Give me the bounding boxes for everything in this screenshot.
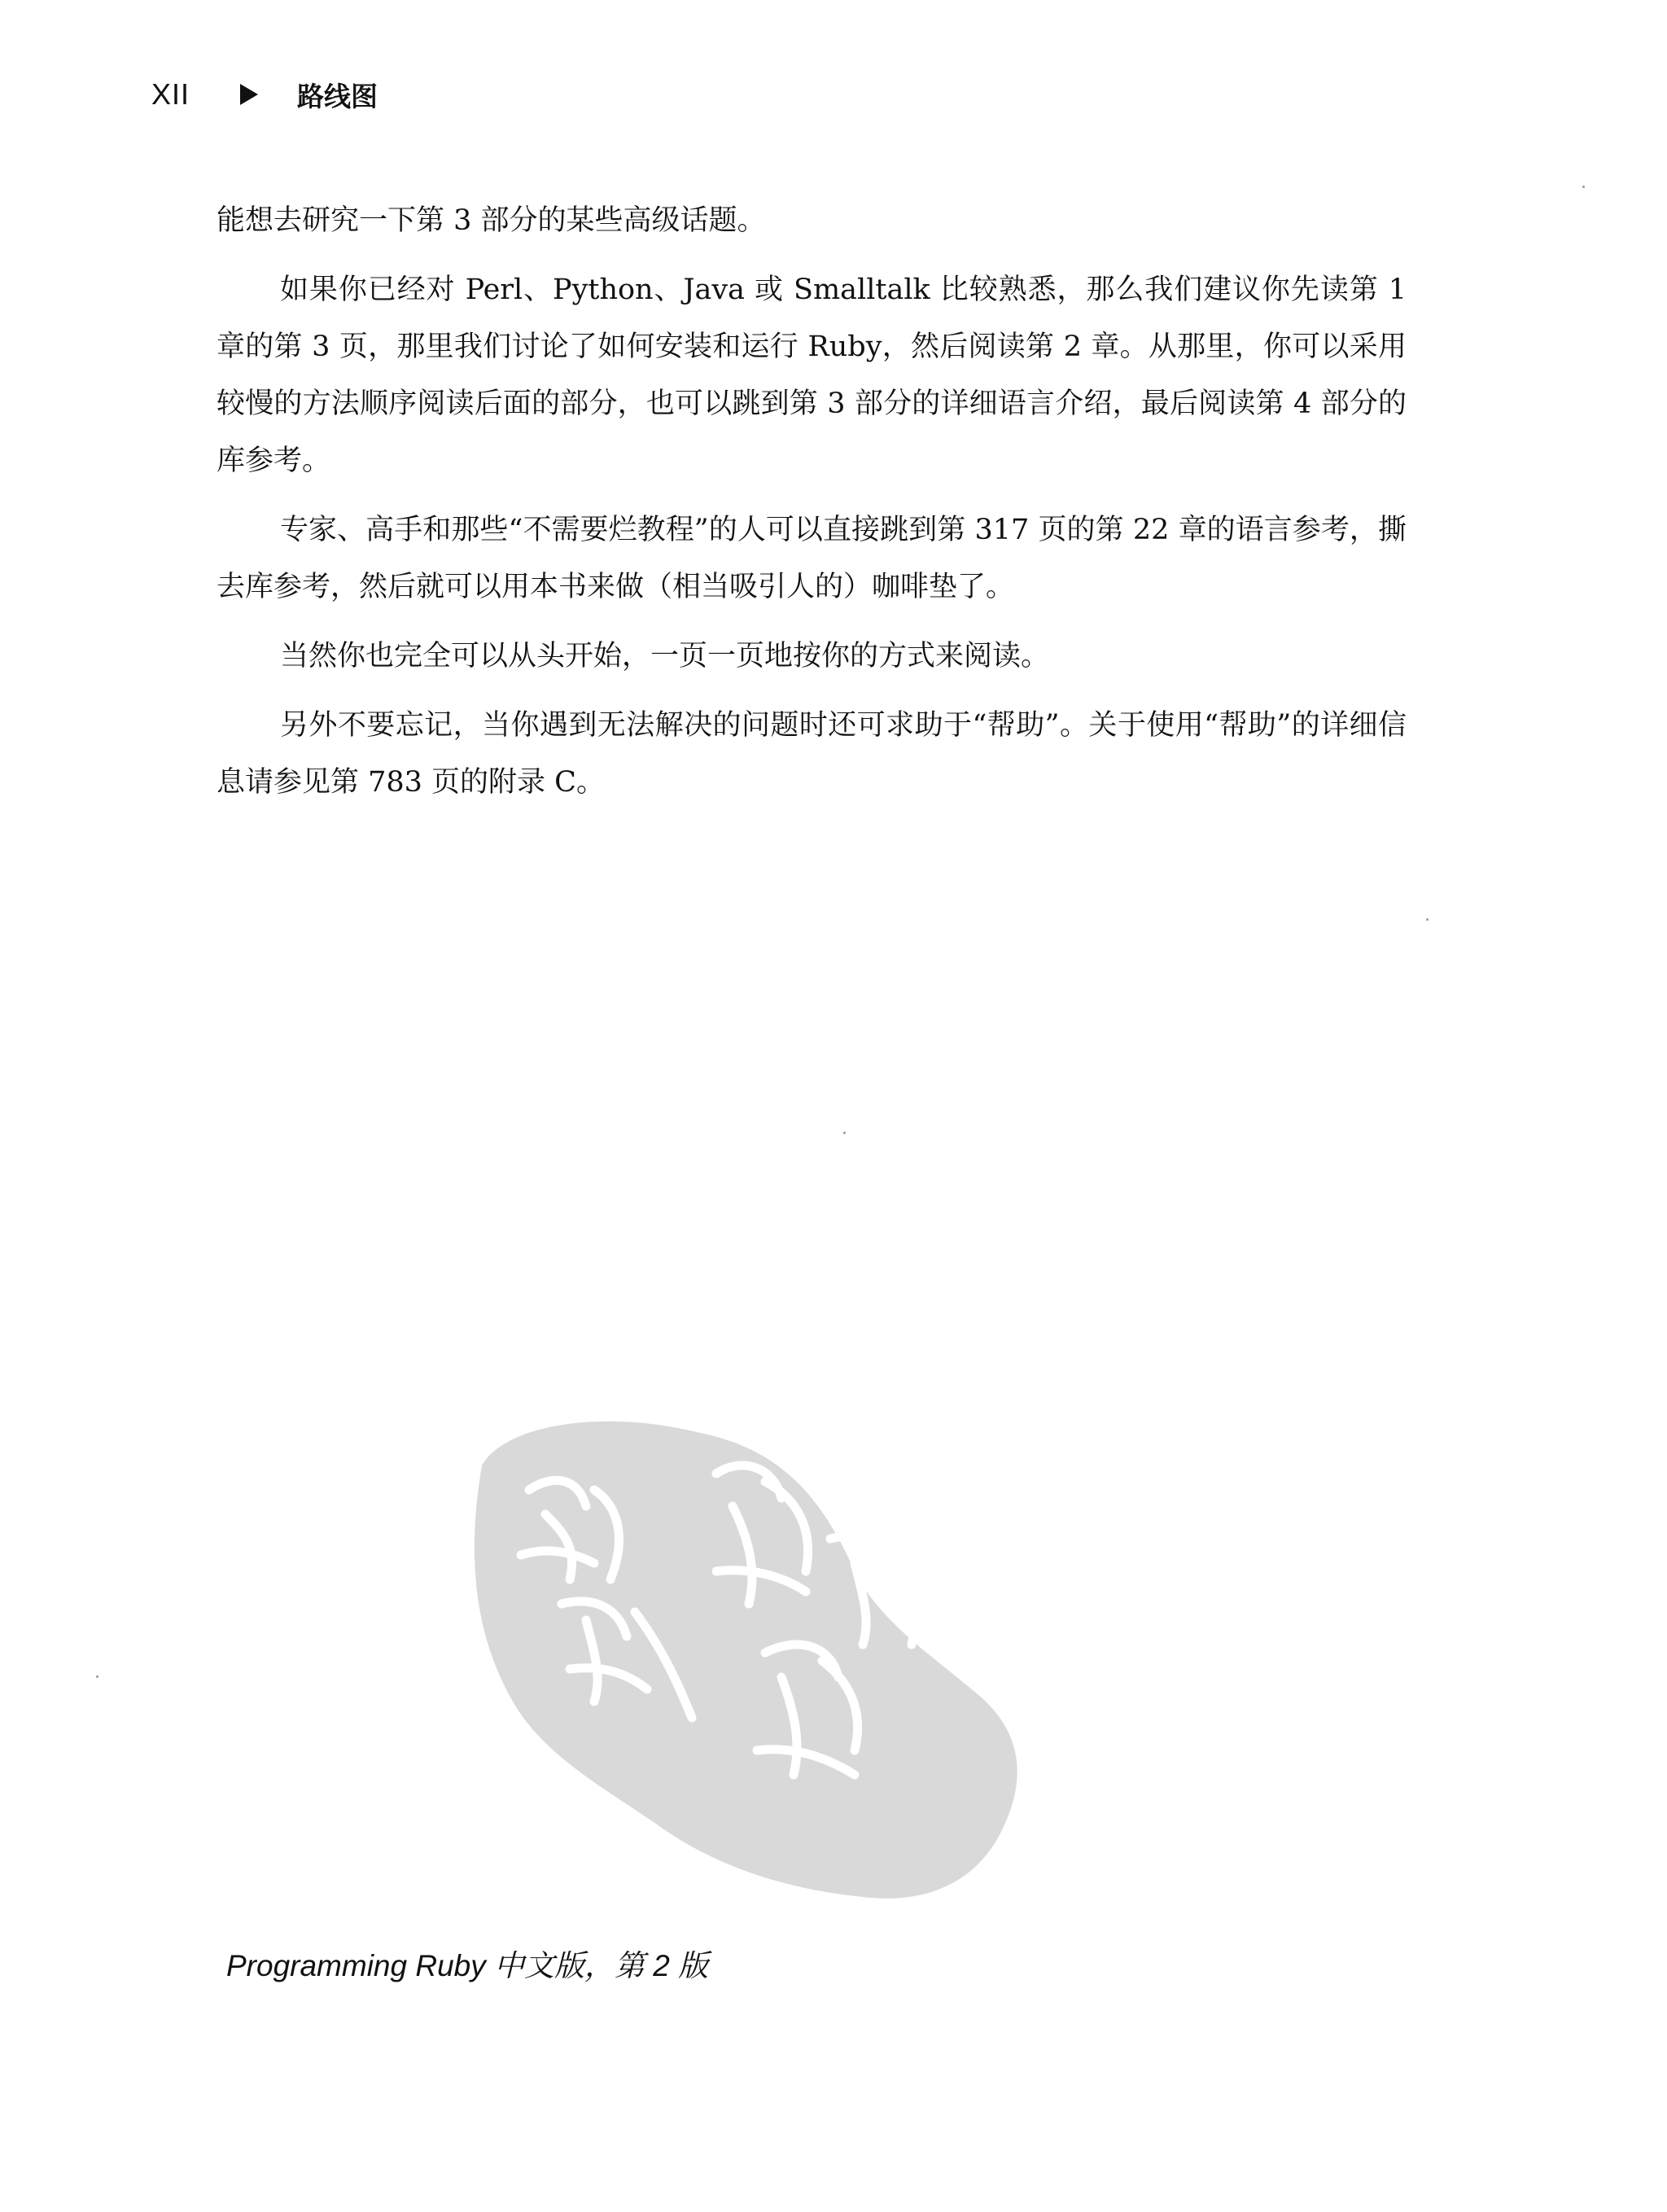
book-title-footer: Programming Ruby 中文版，第 2 版: [226, 1949, 709, 1982]
paragraph-experienced-readers: 如果你已经对 Perl、Python、Java 或 Smalltalk 比较熟悉，那么我们建议你先读第 1 章的第 3 页，那里我们讨论了如何安装和运行 Ruby，然后阅读第 2 章。从那里，你可以采用较慢的方法顺序阅读后面的部分，也可以跳到第 3 部分的详细语言介绍，最后阅读第 4 部分的库参考。: [217, 274, 1407, 477]
section-title: 路线图: [297, 80, 378, 112]
page-number: XII: [151, 77, 190, 111]
scan-speck: [96, 1675, 98, 1678]
seal-watermark: [472, 1408, 1042, 1913]
page-header: [151, 75, 378, 114]
body-text: [217, 192, 1407, 823]
paragraph-read-from-start: 当然你也完全可以从头开始，一页一页地按你的方式来阅读。: [280, 640, 1050, 672]
scan-speck: [1582, 186, 1585, 188]
paragraph-continuation: 能想去研究一下第 3 部分的某些高级话题。: [217, 204, 766, 237]
paragraph-experts: 专家、高手和那些“不需要烂教程”的人可以直接跳到第 317 页的第 22 章的语言参考，撕去库参考，然后就可以用本书来做（相当吸引人的）咖啡垫了。: [217, 514, 1407, 603]
seal-stone-shape: [475, 1421, 1017, 1899]
scan-speck: [843, 1132, 846, 1134]
play-arrow-icon: [240, 84, 258, 105]
scan-speck: [1426, 918, 1429, 921]
paragraph-help: 另外不要忘记，当你遇到无法解决的问题时还可求助于“帮助”。关于使用“帮助”的详细信息请参见第 783 页的附录 C。: [217, 709, 1407, 799]
